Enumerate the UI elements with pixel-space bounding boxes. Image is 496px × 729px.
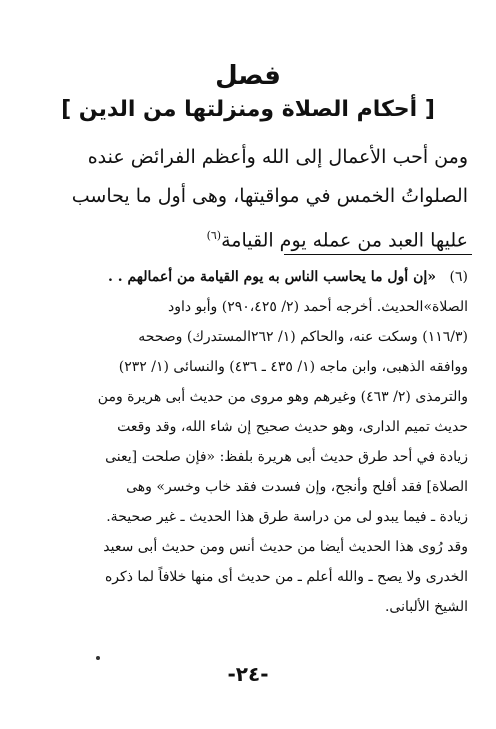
body-line-text: عليها العبد من عمله يوم القيامة	[221, 229, 468, 252]
section-subheading: [ أحكام الصلاة ومنزلتها من الدين ]	[61, 97, 435, 122]
body-line: ومن أحب الأعمال إلى الله وأعظم الفرائض عنده	[87, 146, 468, 168]
footnote-line	[28, 262, 468, 292]
footnote-line: زيادة في أحد طرق حديث أبى هريرة بلفظ: «فإن صلحت [يعنى	[105, 449, 468, 465]
footnote-line: (١١٦/٣) وسكت عنه، والحاكم (١/ ٢٦٢المستدرك) وصححه	[138, 329, 468, 345]
page-number: -٢٤-	[227, 662, 269, 686]
footnote	[28, 262, 468, 622]
footnote-line: الصلاة] فقد أفلح وأنجح، وإن فسدت فقد خاب وخسر» وهى	[126, 479, 468, 495]
footnote-line: وقد رُوى هذا الحديث أيضا من حديث أنس ومن حديث أبى سعيد	[103, 539, 468, 555]
footnote-line: الشيخ الألبانى.	[384, 599, 468, 615]
footnote-marker: (٦)	[206, 229, 222, 242]
footnote-line: ووافقه الذهبى، وابن ماجه (١/ ٤٣٥ ـ ٤٣٦) والنسائى (١/ ٢٣٢)	[118, 359, 468, 375]
footnote-line: والترمذى (٢/ ٤٦٣) وغيرهم وهو مروى من حديث أبى هريرة ومن	[97, 389, 468, 405]
footnote-number: (٦)	[449, 269, 468, 285]
footnote-divider	[284, 254, 472, 255]
body-line: الصلواتُ الخمس في مواقيتها، وهى أول ما يحاسب	[71, 185, 468, 207]
footnote-line: الصلاة»الحديث. أخرجه أحمد (٢/ ٢٩٠،٤٢٥) وأبو داود	[167, 299, 468, 315]
footnote-line: الخدرى ولا يصح ـ والله أعلم ـ من حديث أى منها خلافاً لما ذكره	[104, 569, 468, 585]
section-heading: فصل	[215, 61, 281, 91]
body-paragraph	[28, 138, 468, 260]
ink-speck	[96, 656, 100, 660]
footnote-line-text: «إن أول ما يحاسب الناس به يوم القيامة من أعمالهم . .	[107, 269, 436, 285]
footnote-line: حديث تميم الدارى، وهو حديث صحيح إن شاء الله، وقد وقعت	[117, 419, 468, 435]
footnote-line: زيادة ـ فيما يبدو لى من دراسة طرق هذا الحديث ـ غير صحيحة.	[106, 509, 468, 525]
